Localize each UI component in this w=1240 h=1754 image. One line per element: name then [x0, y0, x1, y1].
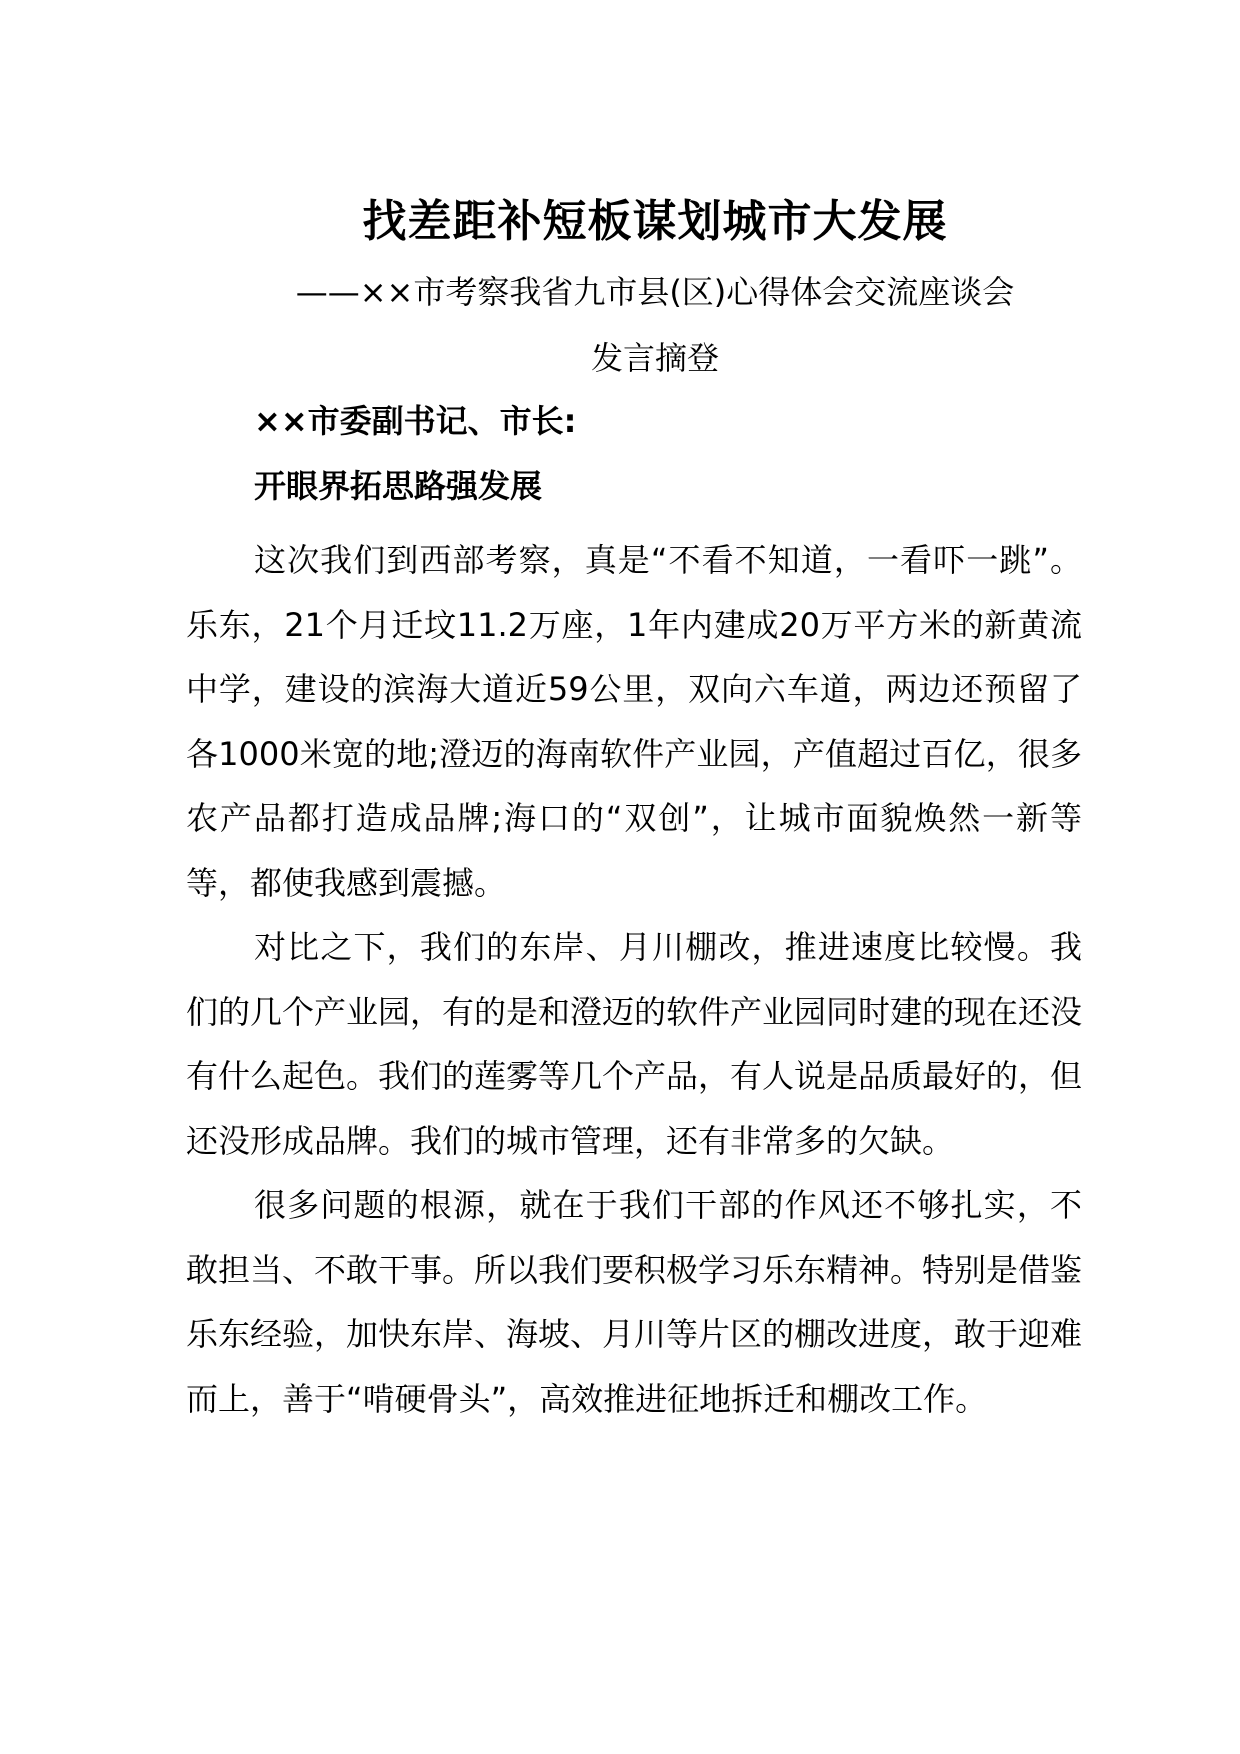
speaker-heading: ××市委副书记、市长:: [254, 402, 577, 440]
paragraph: 这次我们到西部考察，真是“不看不知道，一看吓一跳”。乐东，21个月迁坟11.2万座，1年内建成20万平方米的新黄流中学，建设的滨海大道近59公里，双向六车道，两边还预留了各1000米宽的地;澄迈的海南软件产业园，产值超过百亿，很多农产品都打造成品牌;海口的“双创”，让城市面貌焕然一新等等，都使我感到震撼。: [186, 541, 1082, 902]
document-subtitle-line-2: 发言摘登: [590, 339, 719, 377]
document-subtitle-line-1: ——××市考察我省九市县(区)心得体会交流座谈会: [295, 273, 1015, 311]
section-heading: 开眼界拓思路强发展: [254, 467, 543, 505]
paragraph: 很多问题的根源，就在于我们干部的作风还不够扎实，不敢担当、不敢干事。所以我们要积极学习乐东精神。特别是借鉴乐东经验，加快东岸、海坡、月川等片区的棚改进度，敢于迎难而上，善于“啃硬骨头”，高效推进征地拆迁和棚改工作。: [186, 1186, 1083, 1418]
paragraph: 对比之下，我们的东岸、月川棚改，推进速度比较慢。我们的几个产业园，有的是和澄迈的软件产业园同时建的现在还没有什么起色。我们的莲雾等几个产品，有人说是品质最好的，但还没形成品牌。我们的城市管理，还有非常多的欠缺。: [186, 928, 1083, 1160]
body-text: [186, 528, 1082, 1431]
document-title: 找差距补短板谋划城市大发展: [362, 196, 948, 247]
